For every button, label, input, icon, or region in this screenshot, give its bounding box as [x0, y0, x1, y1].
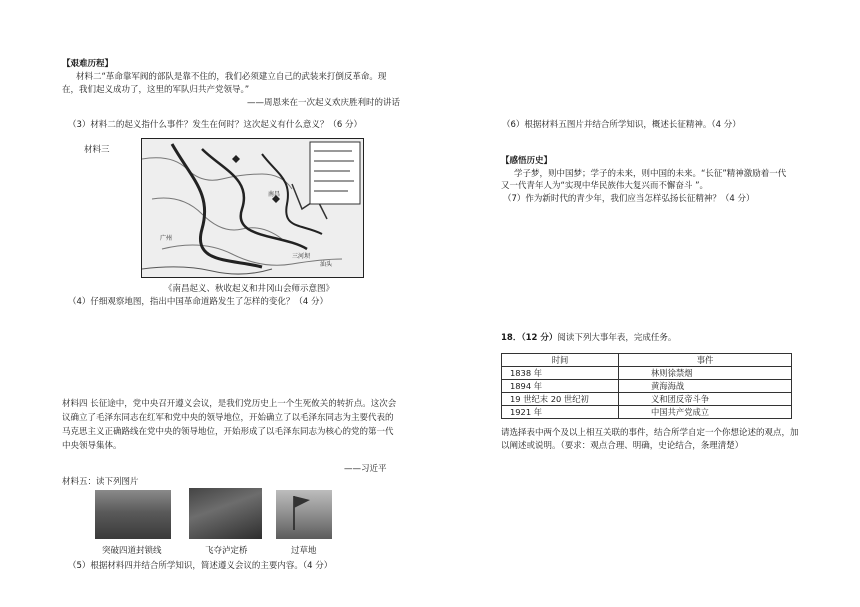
question-4: （4）仔细观察地图，指出中国革命道路发生了怎样的变化？（4 分）	[68, 297, 329, 307]
reflection-line2: 又一代青年人为“实现中华民族伟大复兴而不懈奋斗 ”。	[501, 181, 709, 191]
material2-line1: 材料二“革命靠军阀的部队是靠不住的，我们必须建立自己的武装来打倒反革命。现	[76, 72, 387, 82]
table-cell-time: 19 世纪末 20 世纪初	[502, 393, 619, 406]
map-label-guangzhou: 广州	[160, 235, 173, 242]
material3-label: 材料三	[84, 145, 110, 155]
table-row	[502, 393, 792, 406]
material4-text	[62, 397, 407, 453]
table-cell-event: 黄海海战	[619, 380, 792, 393]
map-label-shantou: 汕头	[320, 261, 333, 268]
material5-label: 材料五：读下列图片	[62, 477, 139, 487]
material2-line2: 在，我们起义成功了，这里的军队归共产党领导。”	[62, 85, 250, 95]
table-cell-event: 义和团反帝斗争	[619, 393, 792, 406]
photo-caption-1: 突破四道封锁线	[102, 546, 162, 556]
table-header-time: 时间	[502, 354, 619, 367]
map-label-sanheba: 三河坝	[292, 253, 311, 260]
material2-source: ——周恩来在一次起义欢庆胜利时的讲话	[247, 98, 401, 108]
material4-line4: 中央领导集体。	[62, 441, 122, 451]
photo-caption-2: 飞夺泸定桥	[205, 546, 248, 556]
reflection-line1: 学子梦，则中国梦；学子的未来，则中国的未来。“长征”精神激励着一代	[514, 169, 787, 179]
material4-line3: 马克思主义正确路线在党中央的领导地位，开始形成了以毛泽东同志为核心的党的第一代	[62, 427, 394, 437]
photo-caption-3: 过草地	[291, 546, 317, 556]
question-18	[501, 332, 676, 345]
flag-icon	[276, 490, 332, 539]
route-map-graphic	[142, 139, 363, 277]
material4-source: ——习近平	[344, 464, 387, 474]
material4-line1: 材料四 长征途中，党中央召开遵义会议，是我们党历史上一个生死攸关的转折点。这次会	[62, 399, 397, 409]
table-row	[502, 367, 792, 380]
task-line1: 请选择表中两个及以上相互关联的事件，结合所学自定一个你想论述的观点，加	[501, 428, 799, 438]
table-cell-event: 中国共产党成立	[619, 406, 792, 419]
question-18-text: 阅读下列大事年表，完成任务。	[557, 333, 677, 343]
table-cell-time: 1894 年	[502, 380, 619, 393]
table-header-event: 事件	[619, 354, 792, 367]
task-line2: 以阐述或说明。（要求：观点合理、明确，史论结合，条理清楚）	[501, 441, 744, 451]
table-cell-time: 1921 年	[502, 406, 619, 419]
question-18-number: 18．（12 分）	[501, 333, 558, 343]
route-map	[141, 138, 364, 278]
table-header-row	[502, 354, 792, 367]
section-title-hardships: 【艰难历程】	[62, 59, 114, 69]
photo-breakthrough	[95, 490, 171, 539]
map-caption: 《南昌起义、秋收起义和井冈山会师示意图》	[164, 284, 335, 294]
map-label-nanchang: 南昌	[268, 191, 281, 198]
table-cell-time: 1838 年	[502, 367, 619, 380]
question-5: （5）根据材料四并结合所学知识，简述遵义会议的主要内容。（4 分）	[68, 561, 333, 571]
question-6: （6）根据材料五图片并结合所学知识，概述长征精神。（4 分）	[502, 120, 741, 130]
section-title-reflection: 【感悟历史】	[501, 156, 553, 166]
question-7: （7）作为新时代的青少年，我们应当怎样弘扬长征精神？（4 分）	[503, 194, 755, 204]
photo-grassland	[276, 490, 332, 539]
events-table	[501, 353, 792, 419]
question-3: （3）材料二的起义指什么事件？发生在何时？这次起义有什么意义？（6 分）	[68, 120, 363, 130]
photo-luding-bridge	[189, 488, 262, 539]
table-row	[502, 380, 792, 393]
table-row	[502, 406, 792, 419]
material4-line2: 议确立了毛泽东同志在红军和党中央的领导地位，开始确立了以毛泽东同志为主要代表的	[62, 413, 394, 423]
table-cell-event: 林则徐禁烟	[619, 367, 792, 380]
